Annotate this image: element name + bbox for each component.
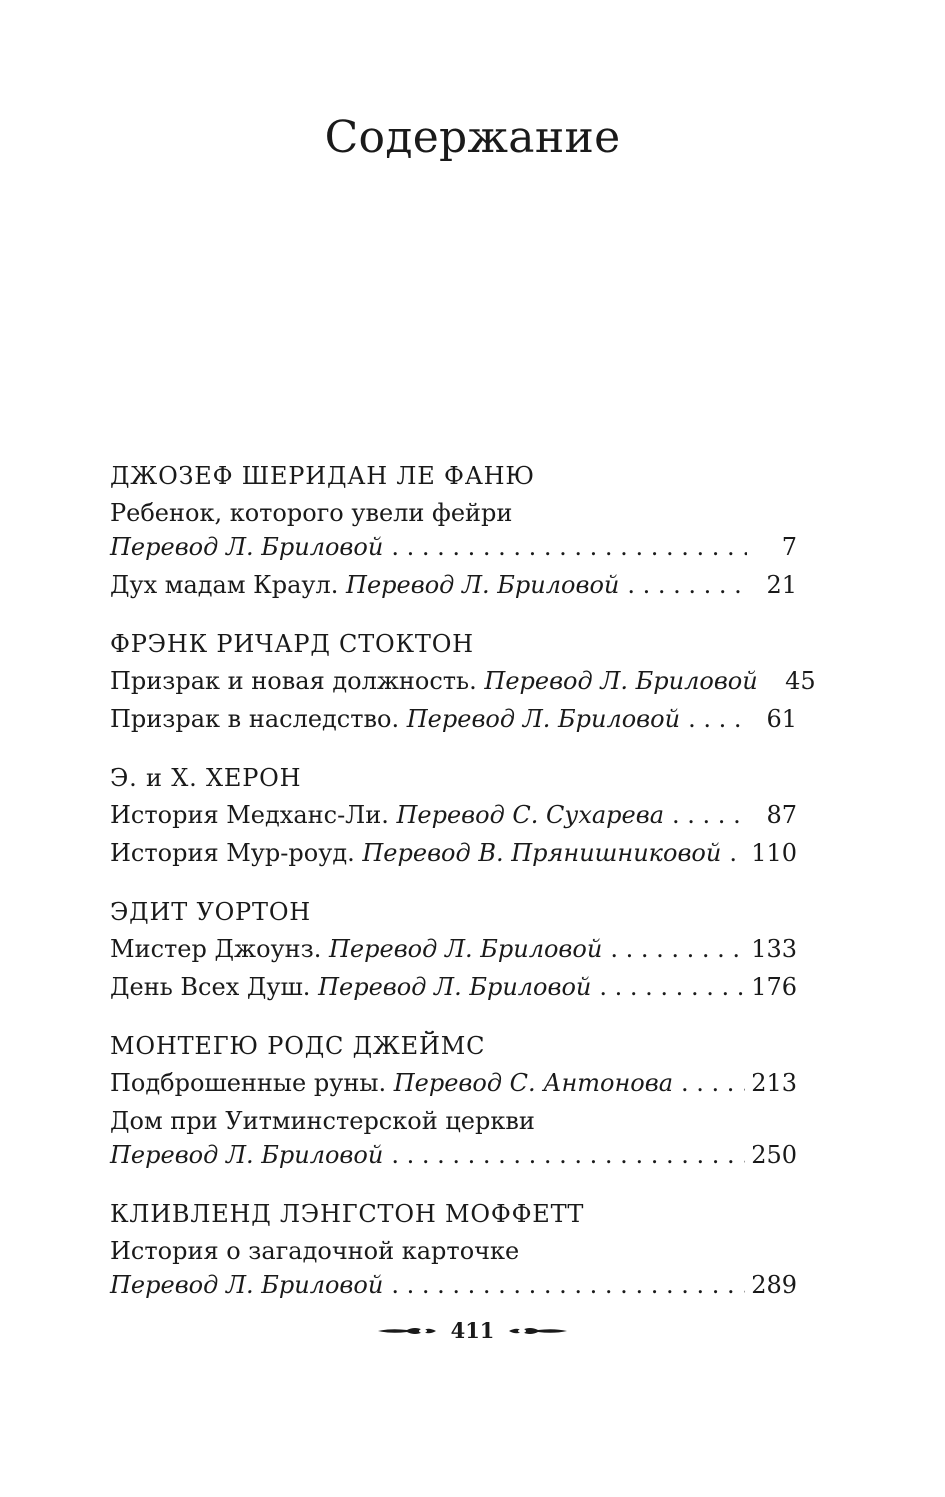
toc-entry[interactable] [110, 836, 797, 870]
translator-credit: Перевод Л. Бриловой [110, 1141, 384, 1169]
translator-credit: Перевод Л. Бриловой [318, 973, 592, 1001]
translator-credit: Перевод С. Сухарева [396, 801, 665, 829]
page-number: 133 [751, 935, 797, 963]
toc-entry[interactable] [110, 1104, 797, 1172]
toc-section [110, 892, 797, 1004]
toc-entry[interactable] [110, 1066, 797, 1100]
translator-credit: Перевод Л. Бриловой [329, 935, 603, 963]
author-name: ЭДИТ УОРТОН [110, 898, 312, 926]
toc-entry[interactable] [110, 798, 797, 832]
toc-entry[interactable] [110, 932, 797, 966]
right-ornament-icon [508, 1324, 568, 1338]
dot-leader [391, 1138, 745, 1172]
toc-entry[interactable] [110, 1234, 797, 1302]
toc-section [110, 1194, 797, 1302]
table-of-contents [110, 456, 816, 1324]
page-folio [0, 1318, 945, 1343]
dot-leader [688, 702, 747, 736]
page-number: 176 [751, 973, 797, 1001]
story-title: История Мур-роуд. [110, 839, 355, 867]
story-title: Ребенок, которого увели фейри [110, 499, 513, 527]
left-ornament-icon [377, 1324, 437, 1338]
dot-leader [391, 530, 747, 564]
translator-credit: Перевод Л. Бриловой [110, 533, 384, 561]
translator-credit: Перевод Л. Бриловой [346, 571, 620, 599]
page-number: 289 [751, 1271, 797, 1299]
author-name: КЛИВЛЕНД ЛЭНГСТОН МОФФЕТТ [110, 1200, 585, 1228]
page-title: Содержание [324, 112, 621, 163]
translator-credit: Перевод С. Антонова [393, 1069, 674, 1097]
story-title: Дом при Уитминстерской церкви [110, 1107, 535, 1135]
story-title: День Всех Душ. [110, 973, 311, 1001]
page-number: 45 [785, 667, 816, 695]
page-number-footer: 411 [450, 1318, 495, 1343]
dot-leader [391, 1268, 745, 1302]
author-name: ФРЭНК РИЧАРД СТОКТОН [110, 630, 474, 658]
toc-section [110, 758, 797, 870]
story-title: История о загадочной карточке [110, 1237, 520, 1265]
page-number: 87 [766, 801, 797, 829]
author-name: Э. и Х. ХЕРОН [110, 764, 302, 792]
story-title: История Медханс-Ли. [110, 801, 389, 829]
toc-section [110, 1026, 797, 1172]
story-title: Призрак и новая должность. [110, 667, 477, 695]
author-name: МОНТЕГЮ РОДС ДЖЕЙМС [110, 1032, 486, 1060]
page-number: 110 [751, 839, 797, 867]
translator-credit: Перевод Л. Бриловой [406, 705, 681, 733]
toc-entry[interactable] [110, 702, 797, 736]
page-number: 7 [781, 533, 797, 561]
toc-entry[interactable] [110, 664, 816, 698]
page-number: 213 [751, 1069, 797, 1097]
author-name: ДЖОЗЕФ ШЕРИДАН ЛЕ ФАНЮ [110, 462, 535, 490]
story-title: Дух мадам Краул. [110, 571, 339, 599]
translator-credit: Перевод Л. Бриловой [484, 667, 758, 695]
toc-section [110, 624, 816, 736]
page-number: 61 [766, 705, 797, 733]
story-title: Призрак в наследство. [110, 705, 400, 733]
translator-credit: Перевод Л. Бриловой [110, 1271, 384, 1299]
dot-leader [729, 836, 745, 870]
dot-leader [627, 568, 747, 602]
dot-leader [672, 798, 747, 832]
dot-leader [610, 932, 745, 966]
story-title: Подброшенные руны. [110, 1069, 387, 1097]
toc-section [110, 456, 797, 602]
toc-entry[interactable] [110, 496, 797, 564]
story-title: Мистер Джоунз. [110, 935, 322, 963]
translator-credit: Перевод В. Прянишниковой [362, 839, 722, 867]
toc-entry[interactable] [110, 568, 797, 602]
page-number: 21 [766, 571, 797, 599]
dot-leader [681, 1066, 745, 1100]
dot-leader [599, 970, 745, 1004]
page-number: 250 [751, 1141, 797, 1169]
toc-entry[interactable] [110, 970, 797, 1004]
